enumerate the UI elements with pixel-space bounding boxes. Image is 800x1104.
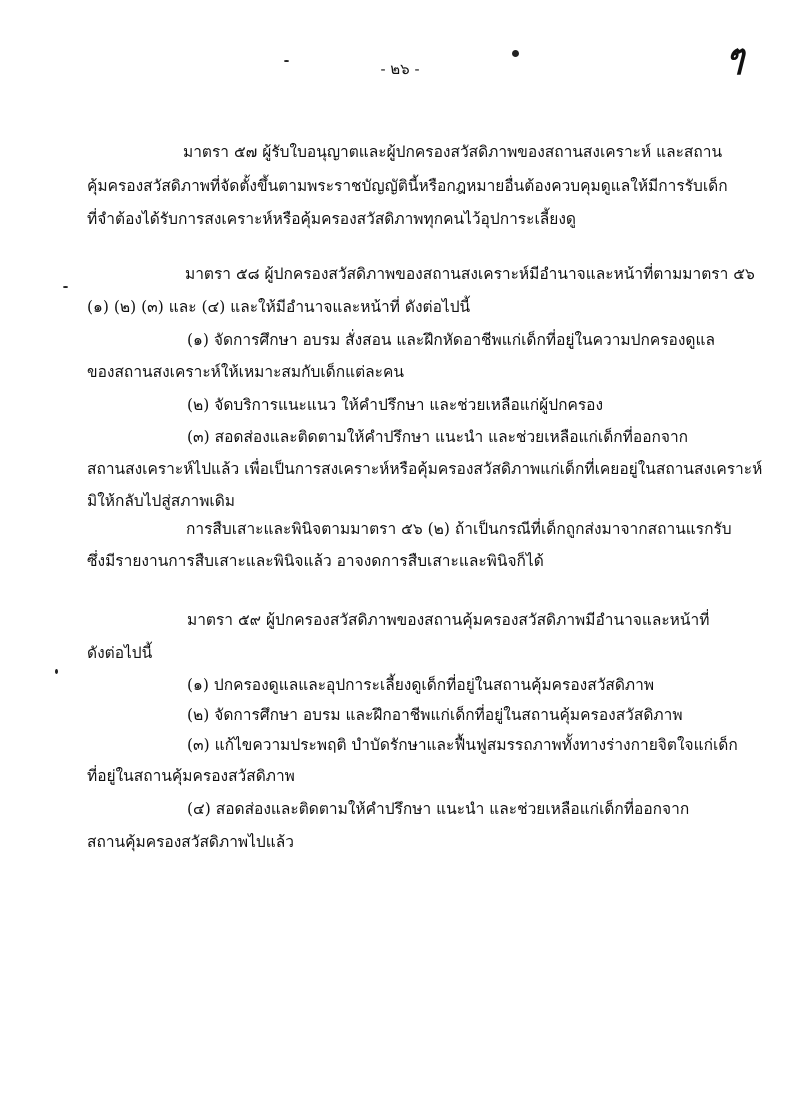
scan-speck xyxy=(512,50,519,57)
section57-line: คุ้มครองสวัสดิภาพที่จัดตั้งขึ้นตามพระราชบัญญัตินี้หรือกฎหมายอื่นต้องควบคุมดูแลให้มีการรับเด็ก xyxy=(87,177,728,195)
section59-line: ดังต่อไปนี้ xyxy=(87,644,153,662)
section58-line: (๑) จัดการศึกษา อบรม สั่งสอน และฝึกหัดอาชีพแก่เด็กที่อยู่ในความปกครองดูแล xyxy=(187,331,715,349)
section59-line: (๔) สอดส่องและติดตามให้คำปรึกษา แนะนำ และช่วยเหลือแก่เด็กที่ออกจาก xyxy=(187,800,690,818)
section58-line: สถานสงเคราะห์ไปแล้ว เพื่อเป็นการสงเคราะห์หรือคุ้มครองสวัสดิภาพแก่เด็กที่เคยอยู่ในสถานสงเคราะห์ xyxy=(87,460,763,478)
section59-line: สถานคุ้มครองสวัสดิภาพไปแล้ว xyxy=(87,833,294,851)
section58-line: (๒) จัดบริการแนะแนว ให้คำปรึกษา และช่วยเหลือแก่ผู้ปกครอง xyxy=(187,396,604,414)
section58-line: ซึ่งมีรายงานการสืบเสาะและพินิจแล้ว อาจงดการสืบเสาะและพินิจก็ได้ xyxy=(87,552,544,570)
section59-line: ที่อยู่ในสถานคุ้มครองสวัสดิภาพ xyxy=(87,767,295,785)
section59-line: (๑) ปกครองดูแลและอุปการะเลี้ยงดูเด็กที่อยู่ในสถานคุ้มครองสวัสดิภาพ xyxy=(187,676,655,694)
section58-line: (๓) สอดส่องและติดตามให้คำปรึกษา แนะนำ และช่วยเหลือแก่เด็กที่ออกจาก xyxy=(187,428,689,446)
section58-line: การสืบเสาะและพินิจตามมาตรา ๕๖ (๒) ถ้าเป็นกรณีที่เด็กถูกส่งมาจากสถานแรกรับ xyxy=(186,520,732,538)
section58-line: มาตรา ๕๘ ผู้ปกครองสวัสดิภาพของสถานสงเคราะห์มีอำนาจและหน้าที่ตามมาตรา ๕๖ xyxy=(185,265,755,283)
section59-line: มาตรา ๕๙ ผู้ปกครองสวัสดิภาพของสถานคุ้มครองสวัสดิภาพมีอำนาจและหน้าที่ xyxy=(187,611,710,629)
section59-line: (๓) แก้ไขความประพฤติ บำบัดรักษาและฟื้นฟูสมรรถภาพทั้งทางร่างกายจิตใจแก่เด็ก xyxy=(187,736,738,754)
section58-line: มิให้กลับไปสู่สภาพเดิม xyxy=(87,492,235,510)
handwritten-mark: ๆ xyxy=(726,37,745,77)
section57-line: มาตรา ๕๗ ผู้รับใบอนุญาตและผู้ปกครองสวัสดิภาพของสถานสงเคราะห์ และสถาน xyxy=(183,143,723,161)
page-number: - ๒๖ - xyxy=(380,60,420,78)
scan-speck xyxy=(55,669,58,674)
section58-line: ของสถานสงเคราะห์ให้เหมาะสมกับเด็กแต่ละคน xyxy=(87,363,404,381)
section58-line: (๑) (๒) (๓) และ (๔) และให้มีอำนาจและหน้าที่ ดังต่อไปนี้ xyxy=(87,298,471,316)
scan-speck xyxy=(284,60,289,62)
section59-line: (๒) จัดการศึกษา อบรม และฝึกอาชีพแก่เด็กที่อยู่ในสถานคุ้มครองสวัสดิภาพ xyxy=(187,706,683,724)
scan-speck xyxy=(63,286,68,288)
section57-line: ที่จำต้องได้รับการสงเคราะห์หรือคุ้มครองสวัสดิภาพทุกคนไว้อุปการะเลี้ยงดู xyxy=(87,210,576,228)
